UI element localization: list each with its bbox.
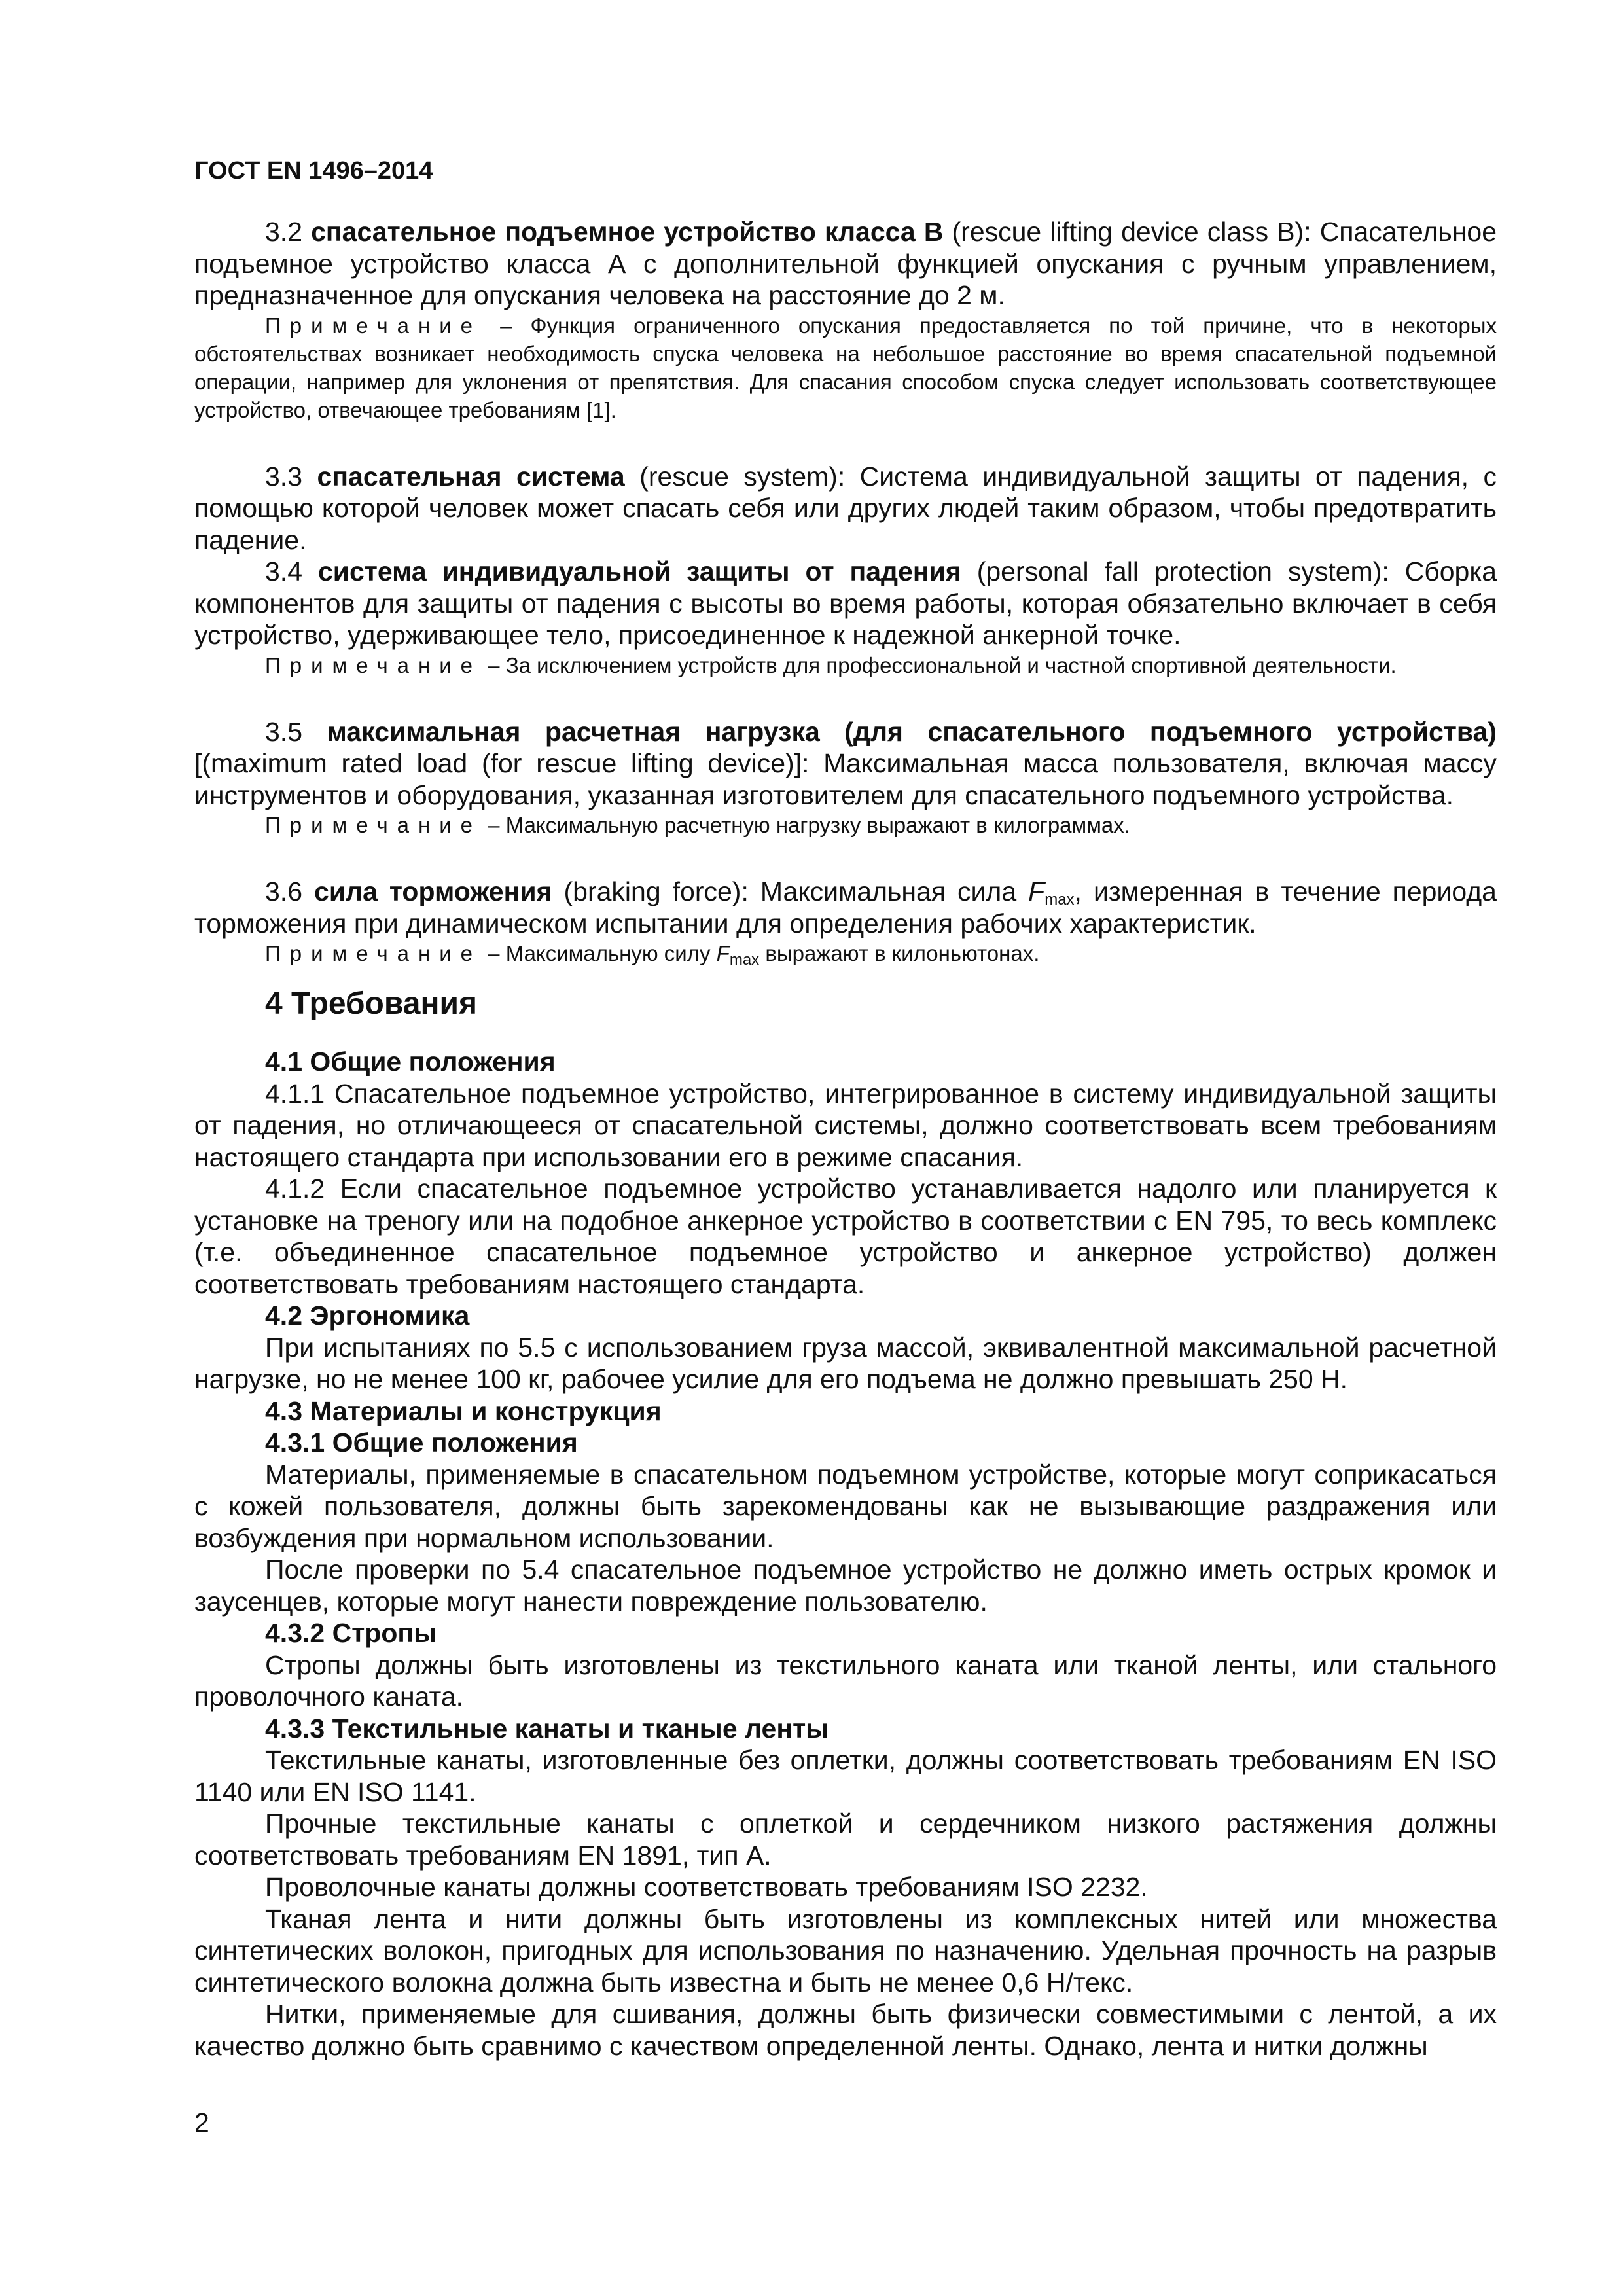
section-4-heading: 4 Требования xyxy=(265,986,477,1021)
clause-4-3-2-p1: Стропы должны быть изготовлены из текстильного каната или тканой ленты, или стального проволочного каната. xyxy=(194,1649,1497,1712)
term-3-6: сила торможения xyxy=(314,876,552,906)
symbol-f: F xyxy=(1028,876,1045,906)
clause-3-4: 3.4 система индивидуальной защиты от падения (personal fall protection system): Сборка компонентов для защиты от падения с высоты во время работы, которая обязательно включает в себя устройство, удерживающее тело, присоединенное к надежной анкерной точке. xyxy=(194,556,1497,650)
term-3-3: спасательная система xyxy=(317,461,625,492)
clause-4-1-1: 4.1.1 Спасательное подъемное устройство, интегрированное в систему индивидуальной защиты от падения, но отличающееся от спасательной системы, должно соответствовать всем требованиям настоящего стандарта при использовании его в режиме спасания. xyxy=(194,1078,1497,1172)
heading-4-1: 4.1 Общие положения xyxy=(265,1047,556,1077)
clause-4-3-1-p2: После проверки по 5.4 спасательное подъемное устройство не должно иметь острых кромок и заусенцев, которые могут нанести повреждение пользователю. xyxy=(194,1554,1497,1617)
symbol-f: F xyxy=(716,941,730,965)
clause-3-3: 3.3 спасательная система (rescue system): Система индивидуальной защиты от падения, с помощью которой человек может спасать себя или других людей таким образом, чтобы предотвратить падение. xyxy=(194,461,1497,555)
page-number: 2 xyxy=(194,2108,209,2138)
note-3-5: Примечание – Максимальную расчетную нагрузку выражают в килограммах. xyxy=(265,813,1130,837)
note-3-4: Примечание – За исключением устройств для профессиональной и частной спортивной деятельности. xyxy=(265,653,1397,677)
note-label: Примечание xyxy=(265,653,482,677)
symbol-subscript: max xyxy=(729,951,760,969)
clause-4-2-text: При испытаниях по 5.5 с использованием груза массой, эквивалентной максимальной расчетной нагрузке, но не менее 100 кг, рабочее усилие для его подъема не должно превышать 250 Н. xyxy=(194,1332,1497,1394)
note-label: Примечание xyxy=(265,313,482,338)
clause-4-3-3-p3: Проволочные канаты должны соответствовать требованиям ISO 2232. xyxy=(265,1872,1148,1902)
heading-4-3-1: 4.3.1 Общие положения xyxy=(265,1427,578,1458)
term-3-4: система индивидуальной защиты от падения xyxy=(317,556,961,586)
heading-4-3-2: 4.3.2 Стропы xyxy=(265,1618,437,1648)
heading-4-3-3: 4.3.3 Текстильные канаты и тканые ленты xyxy=(265,1713,829,1744)
clause-4-3-3-p2: Прочные текстильные канаты с оплеткой и сердечником низкого растяжения должны соответствовать требованиям EN 1891, тип А. xyxy=(194,1808,1497,1871)
clause-4-1-2: 4.1.2 Если спасательное подъемное устройство устанавливается надолго или планируется к установке на треногу или на подобное анкерное устройство в соответствии с EN 795, то весь комплекс (т.е. объединенное спасательное подъемное устройство и анкерное устройство) должен соответствовать требованиям настоящего стандарта. xyxy=(194,1174,1497,1299)
clause-4-3-3-p5: Нитки, применяемые для сшивания, должны быть физически совместимыми с лентой, а их качество должно быть сравнимо с качеством определенной ленты. Однако, лента и нитки должны xyxy=(194,1999,1497,2061)
heading-4-2: 4.2 Эргономика xyxy=(265,1300,470,1331)
clause-4-3-3-p4: Тканая лента и нити должны быть изготовлены из комплексных нитей или множества синтетических волокон, пригодных для использования по назначению. Удельная прочность на разрыв синтетического волокна должна быть известна и быть не менее 0,6 Н/текс. xyxy=(194,1903,1497,1998)
document-body xyxy=(194,216,1497,2062)
standard-code-header: ГОСТ EN 1496–2014 xyxy=(194,157,433,185)
note-3-6: Примечание – Максимальную силу $F_{max}$ выражают в килоньютонах. xyxy=(265,941,1040,969)
clause-3-5: 3.5 максимальная расчетная нагрузка (для спасательного подъемного устройства) [(maximum rated load (for rescue lifting device)]: Максимальная масса пользователя, включая массу инструментов и оборудования, указанная изготовителем для спасательного подъемного устройства. xyxy=(194,716,1497,810)
term-3-5: максимальная расчетная нагрузка (для спасательного подъемного устройства) xyxy=(327,716,1497,747)
note-3-2: Примечание – Функция ограниченного опускания предоставляется по той причине, что в некоторых обстоятельствах возникает необходимость спуска человека на небольшое расстояние во время спасательной подъемной операции, например для уклонения от препятствия. Для спасания способом спуска следует использовать соответствующее устройство, отвечающее требованиям [1]. xyxy=(194,313,1497,422)
note-label: Примечание xyxy=(265,941,482,965)
clause-4-3-1-p1: Материалы, применяемые в спасательном подъемном устройстве, которые могут соприкасаться с кожей пользователя, должны быть зарекомендованы как не вызывающие раздражения или возбуждения при нормальном использовании. xyxy=(194,1459,1497,1553)
clause-4-3-3-p1: Текстильные канаты, изготовленные без оплетки, должны соответствовать требованиям EN ISO 1140 или EN ISO 1141. xyxy=(194,1745,1497,1807)
term-3-2: спасательное подъемное устройство класса В xyxy=(311,217,944,247)
symbol-subscript: max xyxy=(1044,891,1075,908)
clause-3-2: 3.2 спасательное подъемное устройство класса В (rescue lifting device class В): Спасательное подъемное устройство класса А с дополнительной функцией опускания с ручным управлением, предназначенное для опускания человека на расстояние до 2 м. xyxy=(194,217,1497,310)
clause-3-6: 3.6 сила торможения (braking force): Максимальная сила $F_{max}$, измеренная в течение периода торможения при динамическом испытании для определения рабочих характеристик. xyxy=(194,876,1497,939)
heading-4-3: 4.3 Материалы и конструкция xyxy=(265,1395,662,1426)
note-label: Примечание xyxy=(265,813,482,837)
